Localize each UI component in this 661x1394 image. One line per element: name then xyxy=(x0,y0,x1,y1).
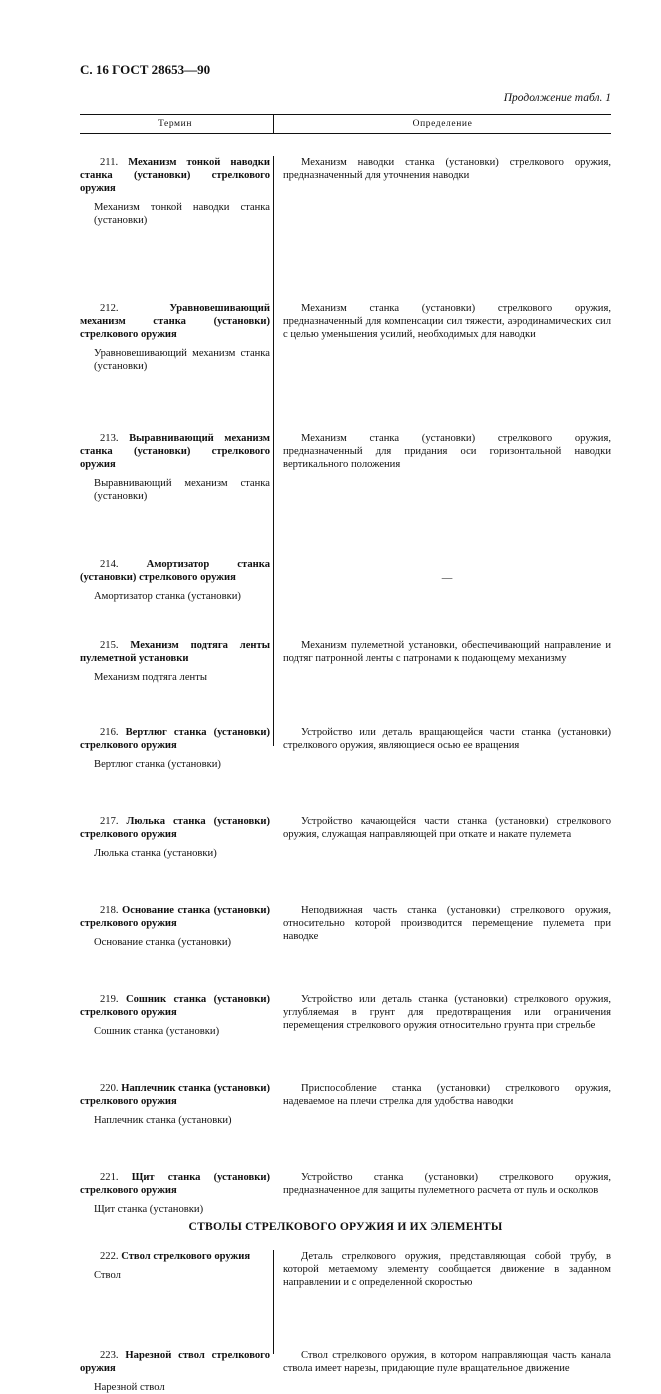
term-number: 211. xyxy=(100,157,119,168)
term-row xyxy=(80,156,611,227)
term-row xyxy=(80,904,611,949)
term-main xyxy=(80,1082,270,1108)
terms-table xyxy=(80,114,611,1394)
term-cell xyxy=(80,726,273,771)
term-synonym: Ствол xyxy=(94,1270,121,1281)
term-synonym: Амортизатор станка (установки) xyxy=(94,591,241,602)
term-row xyxy=(80,432,611,503)
column-header-term: Термин xyxy=(157,119,193,129)
definition-cell: Устройство качающейся части станка (установки) стрелкового оружия, служащая направляющей при откате и накате пулемета xyxy=(283,816,611,840)
definition-cell: Устройство станка (установки) стрелкового оружия, предназначенное для защиты пулеметного расчета от пуль и осколков xyxy=(283,1172,611,1196)
term-main xyxy=(80,432,270,471)
term-synonym: Выравнивающий механизм станка (установки) xyxy=(94,478,270,502)
definition-cell: Неподвижная часть станка (установки) стрелкового оружия, относительно которой производится перемещение пулемета при наводке xyxy=(283,905,611,942)
definition-cell: Приспособление станка (установки) стрелкового оружия, надеваемое на плечи стрелка для удобства наводки xyxy=(283,1083,611,1107)
term-cell xyxy=(80,904,273,949)
term-main xyxy=(80,302,270,341)
definition-cell: Механизм станка (установки) стрелкового оружия, предназначенный для придания оси горизонтальной наводки вертикального положения xyxy=(283,433,611,470)
term-cell xyxy=(80,1171,273,1216)
term-cell xyxy=(80,815,273,860)
term-number: 219. xyxy=(100,994,119,1005)
column-divider xyxy=(273,156,274,746)
term-number: 223. xyxy=(100,1350,119,1361)
term-main xyxy=(80,639,270,665)
term-cell xyxy=(80,302,273,373)
term-synonym: Механизм подтяга ленты xyxy=(94,672,207,683)
term-synonym: Сошник станка (установки) xyxy=(94,1026,220,1037)
term-title: Наплечник станка (установки) стрелкового оружия xyxy=(80,1083,270,1107)
term-main xyxy=(80,558,270,584)
term-main xyxy=(80,726,270,752)
term-title: Уравновешивающий механизм станка (установки) стрелкового оружия xyxy=(80,303,270,340)
term-main xyxy=(80,1171,270,1197)
term-cell xyxy=(80,1082,273,1127)
term-cell xyxy=(80,156,273,227)
term-number: 222. xyxy=(100,1251,119,1262)
definition-cell: Ствол стрелкового оружия, в котором направляющая часть канала ствола имеет нарезы, придающие пуле вращательное движение xyxy=(283,1350,611,1374)
section-heading: СТВОЛЫ СТРЕЛКОВОГО ОРУЖИЯ И ИХ ЭЛЕМЕНТЫ xyxy=(188,1220,503,1233)
term-synonym: Нарезной ствол xyxy=(94,1382,165,1393)
term-row xyxy=(80,558,611,603)
term-number: 213. xyxy=(100,433,119,444)
term-synonym: Наплечник станка (установки) xyxy=(94,1115,232,1126)
table-header xyxy=(80,115,611,134)
term-row xyxy=(80,815,611,860)
term-cell xyxy=(80,993,273,1038)
term-synonym: Основание станка (установки) xyxy=(94,937,232,948)
page-header: С. 16 ГОСТ 28653—90 xyxy=(80,62,211,77)
term-cell xyxy=(80,1349,273,1394)
definition-cell: — xyxy=(441,573,453,584)
term-main xyxy=(80,904,270,930)
table-body-part-1 xyxy=(80,156,611,1216)
term-number: 220. xyxy=(100,1083,119,1094)
term-cell xyxy=(80,639,273,684)
term-synonym: Уравновешивающий механизм станка (установки) xyxy=(94,348,270,372)
table-body-part-2 xyxy=(80,1250,611,1394)
term-number: 216. xyxy=(100,727,119,738)
term-row xyxy=(80,1082,611,1127)
term-number: 212. xyxy=(100,303,119,314)
term-title: Выравнивающий механизм станка (установки) стрелкового оружия xyxy=(80,433,270,470)
term-synonym: Щит станка (установки) xyxy=(94,1204,204,1215)
term-title: Люлька станка (установки) стрелкового оружия xyxy=(80,816,270,840)
term-cell xyxy=(80,1250,273,1289)
term-title: Нарезной ствол стрелкового оружия xyxy=(80,1350,271,1374)
definition-cell: Устройство или деталь станка (установки) стрелкового оружия, углубляемая в грунт для предотвращения или ограничения перемещения стрелкового оружия относительно грунта при стрельбе xyxy=(283,994,611,1031)
term-number: 215. xyxy=(100,640,119,651)
definition-cell: Механизм станка (установки) стрелкового оружия, предназначенный для компенсации сил тяжести, аэродинамических сил с целью уменьшения усилий, необходимых для наводки xyxy=(283,303,611,340)
term-row xyxy=(80,302,611,373)
term-row xyxy=(80,1250,611,1289)
term-main xyxy=(80,1349,270,1375)
term-number: 217. xyxy=(100,816,119,827)
term-title: Амортизатор станка (установки) стрелкового оружия xyxy=(80,559,270,583)
term-synonym: Механизм тонкой наводки станка (установки) xyxy=(94,202,270,226)
definition-cell: Устройство или деталь вращающейся части станка (установки) стрелкового оружия, являющиеся осью ее вращения xyxy=(283,727,611,751)
term-row xyxy=(80,726,611,771)
column-header-definition: Определение xyxy=(273,115,611,133)
definition-cell: Деталь стрелкового оружия, представляющая собой трубу, в которой метаемому элементу сообщается движение в заданном направлении и с определенной скоростью xyxy=(283,1251,611,1288)
term-main xyxy=(80,815,270,841)
term-cell xyxy=(80,558,273,603)
term-main xyxy=(80,993,270,1019)
term-title: Механизм тонкой наводки станка (установки) стрелкового оружия xyxy=(80,157,270,194)
term-synonym: Вертлюг станка (установки) xyxy=(94,759,221,770)
definition-cell: Механизм пулеметной установки, обеспечивающий направление и подтяг патронной ленты с патронами к подающему механизму xyxy=(283,640,611,664)
table-continuation-label: Продолжение табл. 1 xyxy=(503,92,611,104)
term-main xyxy=(80,156,270,195)
term-synonym: Люлька станка (установки) xyxy=(94,848,217,859)
term-title: Щит станка (установки) стрелкового оружия xyxy=(80,1172,270,1196)
term-cell xyxy=(80,432,273,503)
term-main xyxy=(80,1250,270,1263)
term-title: Вертлюг станка (установки) стрелкового оружия xyxy=(80,727,270,751)
term-title: Ствол стрелкового оружия xyxy=(121,1251,251,1262)
column-divider xyxy=(273,1250,274,1354)
definition-cell: Механизм наводки станка (установки) стрелкового оружия, предназначенный для уточнения наводки xyxy=(283,157,611,181)
term-title: Сошник станка (установки) стрелкового оружия xyxy=(80,994,270,1018)
term-number: 221. xyxy=(100,1172,119,1183)
term-row xyxy=(80,993,611,1038)
term-number: 214. xyxy=(100,559,119,570)
term-row xyxy=(80,1171,611,1216)
term-title: Основание станка (установки) стрелкового оружия xyxy=(80,905,270,929)
term-row xyxy=(80,1349,611,1394)
term-title: Механизм подтяга ленты пулеметной установки xyxy=(80,640,270,664)
term-number: 218. xyxy=(100,905,119,916)
term-row xyxy=(80,639,611,684)
